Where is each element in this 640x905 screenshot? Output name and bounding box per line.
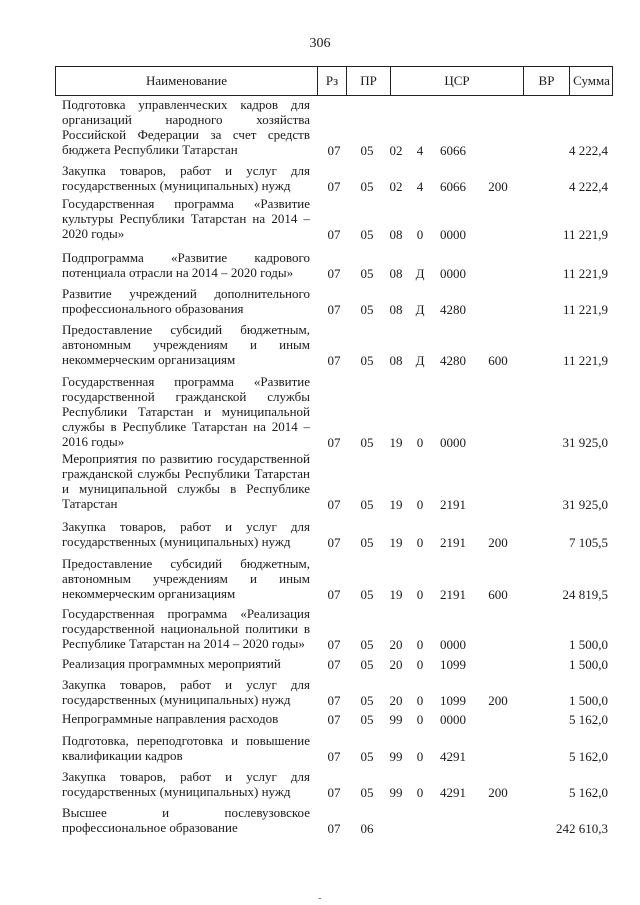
row-c3: 1099 (440, 693, 466, 708)
row-pr: 05 (360, 143, 374, 158)
footer-mark: - (318, 893, 322, 904)
table-header (55, 66, 613, 96)
row-c3: 0000 (440, 712, 466, 727)
row-sum: 31 925,0 (562, 497, 608, 512)
row-pr: 05 (360, 302, 374, 317)
row-pr: 05 (360, 587, 374, 602)
row-c3: 2191 (440, 497, 466, 512)
row-c2: 0 (416, 587, 424, 602)
row-c1: 08 (389, 227, 403, 242)
row-c1: 19 (389, 587, 403, 602)
row-c3: 6066 (440, 143, 466, 158)
header-rz: Рз (318, 67, 347, 95)
row-c3: 0000 (440, 266, 466, 281)
header-pr: ПР (347, 67, 391, 95)
row-c2: 0 (416, 657, 424, 672)
row-c3: 2191 (440, 535, 466, 550)
row-vr: 200 (488, 179, 508, 194)
row-name: Закупка товаров, работ и услуг для государственных (муниципальных) нужд (62, 519, 310, 549)
row-name: Государственная программа «Реализация государственной национальной политики в Республике Татарстан на 2014 – 2020 годы» (62, 606, 310, 651)
row-c1: 20 (389, 657, 403, 672)
row-pr: 05 (360, 497, 374, 512)
row-rz: 07 (327, 143, 341, 158)
row-c1: 99 (389, 712, 403, 727)
row-c1: 19 (389, 535, 403, 550)
row-sum: 5 162,0 (569, 749, 608, 764)
row-c2: Д (415, 302, 425, 317)
row-name: Мероприятия по развитию государственной гражданской службы Республики Татарстан и муниципальной службы в Республике Татарстан (62, 451, 310, 511)
row-c2: 0 (416, 749, 424, 764)
row-rz: 07 (327, 785, 341, 800)
row-vr: 200 (488, 693, 508, 708)
row-c3: 6066 (440, 179, 466, 194)
row-name: Высшее и послевузовское профессиональное образование (62, 805, 310, 835)
row-c1: 20 (389, 693, 403, 708)
row-c2: 0 (416, 712, 424, 727)
row-c3: 4280 (440, 302, 466, 317)
row-pr: 05 (360, 712, 374, 727)
row-c2: 0 (416, 227, 424, 242)
row-rz: 07 (327, 749, 341, 764)
page-number: 306 (309, 36, 331, 51)
row-sum: 7 105,5 (569, 535, 608, 550)
row-pr: 05 (360, 749, 374, 764)
row-sum: 31 925,0 (562, 435, 608, 450)
row-c2: 4 (416, 179, 424, 194)
row-sum: 5 162,0 (569, 785, 608, 800)
row-pr: 05 (360, 435, 374, 450)
row-name: Закупка товаров, работ и услуг для государственных (муниципальных) нужд (62, 677, 310, 707)
row-name: Предоставление субсидий бюджетным, автономным учреждениям и иным некоммерческим организациям (62, 556, 310, 601)
row-rz: 07 (327, 435, 341, 450)
row-sum: 4 222,4 (569, 179, 608, 194)
row-pr: 05 (360, 785, 374, 800)
row-name: Закупка товаров, работ и услуг для государственных (муниципальных) нужд (62, 163, 310, 193)
row-name: Подготовка управленческих кадров для организаций народного хозяйства Российской Федерации за счет средств бюджета Республики Татарстан (62, 97, 310, 157)
row-c2: 0 (416, 637, 424, 652)
row-c1: 02 (389, 179, 403, 194)
row-sum: 24 819,5 (562, 587, 608, 602)
row-c1: 08 (389, 353, 403, 368)
row-c3: 2191 (440, 587, 466, 602)
row-rz: 07 (327, 266, 341, 281)
row-c2: Д (415, 353, 425, 368)
row-sum: 1 500,0 (569, 657, 608, 672)
row-c2: 0 (416, 693, 424, 708)
row-rz: 07 (327, 693, 341, 708)
row-vr: 600 (488, 587, 508, 602)
row-name: Закупка товаров, работ и услуг для государственных (муниципальных) нужд (62, 769, 310, 799)
row-rz: 07 (327, 227, 341, 242)
row-sum: 11 221,9 (562, 302, 608, 317)
row-sum: 11 221,9 (562, 353, 608, 368)
row-name: Подпрограмма «Развитие кадрового потенциала отрасли на 2014 – 2020 годы» (62, 250, 310, 280)
row-sum: 1 500,0 (569, 693, 608, 708)
header-csr: ЦСР (391, 67, 524, 95)
row-c1: 20 (389, 637, 403, 652)
row-rz: 07 (327, 302, 341, 317)
row-rz: 07 (327, 637, 341, 652)
row-c1: 99 (389, 785, 403, 800)
row-vr: 200 (488, 535, 508, 550)
row-name: Государственная программа «Развитие культуры Республики Татарстан на 2014 – 2020 годы» (62, 196, 310, 241)
row-sum: 1 500,0 (569, 637, 608, 652)
row-pr: 05 (360, 637, 374, 652)
row-name: Развитие учреждений дополнительного профессионального образования (62, 286, 310, 316)
row-sum: 11 221,9 (562, 227, 608, 242)
row-rz: 07 (327, 587, 341, 602)
row-pr: 06 (360, 821, 374, 836)
row-c3: 0000 (440, 435, 466, 450)
row-vr: 600 (488, 353, 508, 368)
row-c2: 0 (416, 785, 424, 800)
row-c3: 0000 (440, 227, 466, 242)
row-c2: 0 (416, 535, 424, 550)
row-name: Непрограммные направления расходов (62, 711, 279, 726)
row-rz: 07 (327, 179, 341, 194)
row-rz: 07 (327, 712, 341, 727)
header-name: Наименование (56, 67, 318, 95)
row-rz: 07 (327, 353, 341, 368)
row-rz: 07 (327, 821, 341, 836)
row-c3: 4280 (440, 353, 466, 368)
row-c1: 19 (389, 435, 403, 450)
row-rz: 07 (327, 535, 341, 550)
row-c3: 1099 (440, 657, 466, 672)
row-name: Предоставление субсидий бюджетным, автономным учреждениям и иным некоммерческим организациям (62, 322, 310, 367)
row-c3: 0000 (440, 637, 466, 652)
row-pr: 05 (360, 353, 374, 368)
row-c1: 02 (389, 143, 403, 158)
row-c1: 19 (389, 497, 403, 512)
row-vr: 200 (488, 785, 508, 800)
row-rz: 07 (327, 657, 341, 672)
row-pr: 05 (360, 266, 374, 281)
row-name: Реализация программных мероприятий (62, 656, 281, 671)
row-sum: 5 162,0 (569, 712, 608, 727)
row-pr: 05 (360, 179, 374, 194)
row-pr: 05 (360, 535, 374, 550)
header-vr: ВР (524, 67, 570, 95)
row-sum: 11 221,9 (562, 266, 608, 281)
row-c1: 08 (389, 302, 403, 317)
row-name: Подготовка, переподготовка и повышение квалификации кадров (62, 733, 310, 763)
row-pr: 05 (360, 227, 374, 242)
row-c2: 0 (416, 435, 424, 450)
row-pr: 05 (360, 657, 374, 672)
row-c2: 4 (416, 143, 424, 158)
row-c3: 4291 (440, 749, 466, 764)
row-pr: 05 (360, 693, 374, 708)
row-c3: 4291 (440, 785, 466, 800)
row-c1: 99 (389, 749, 403, 764)
header-sum: Сумма (573, 73, 610, 88)
row-c2: Д (415, 266, 425, 281)
row-rz: 07 (327, 497, 341, 512)
row-c2: 0 (416, 497, 424, 512)
row-c1: 08 (389, 266, 403, 281)
row-name: Государственная программа «Развитие государственной гражданской службы Республики Татарстан и муниципальной службы в Республике Татарстан на 2014 – 2016 годы» (62, 374, 310, 449)
row-sum: 242 610,3 (556, 821, 608, 836)
row-sum: 4 222,4 (569, 143, 608, 158)
